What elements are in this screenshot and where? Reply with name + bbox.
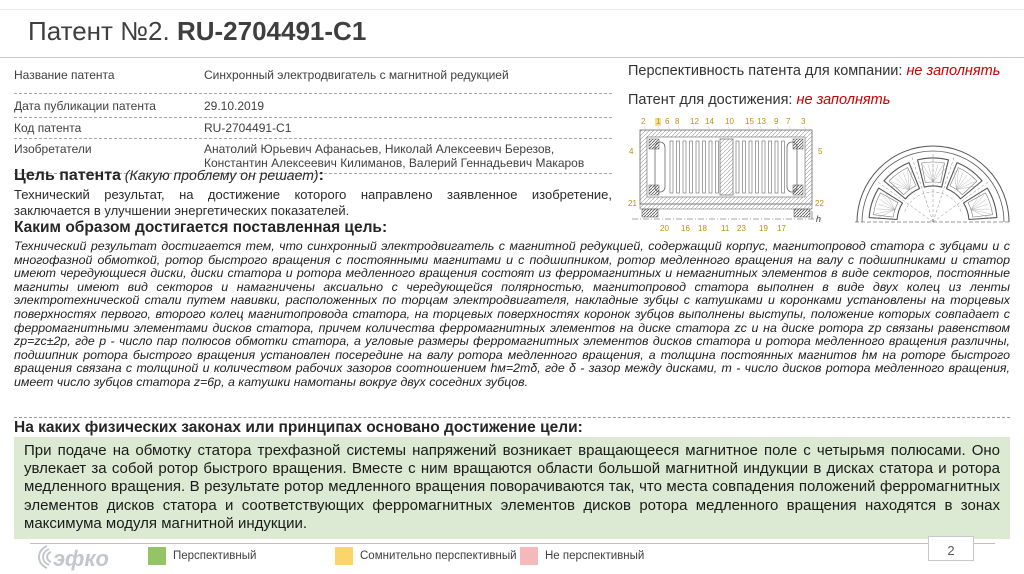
legend-swatch [520,547,538,565]
achievement-label: Патент для достижения: [628,92,797,108]
legend-item [335,546,517,566]
legend-swatch [148,547,166,565]
how-heading: Каким образом достигается поставленная цель: [14,219,388,236]
table-row-label: Изобретатели [14,142,92,156]
figure-label: 2 [641,117,646,126]
legend-item [148,546,256,566]
figure-label: 15 [745,117,754,126]
right-panel [628,57,1012,109]
figure-label: 11 [721,224,730,233]
physics-heading: На каких физических законах или принципах основано достижение цели: [14,417,1010,437]
figure-label: 10 [725,117,734,126]
table-row-value: 29.10.2019 [204,99,265,113]
figure-label: 7 [786,117,791,126]
patent-table [14,58,612,174]
table-row-label: Код патента [14,121,82,135]
figure-label: 16 [681,224,690,233]
page-title-code: RU-2704491-C1 [176,16,367,46]
figure-label: 4 [629,147,634,156]
how-text: Технический результат достигается тем, что синхронный электродвигатель с магнитной редукцией, содержащий корпус, магнитопровод статора с зубцами и с многофазной обмоткой, ротор быстрого вращения с постоянными магнитами и с подшипником, ротор медленного вращения на валу с подшипниками и статор имеют чередующиеся диски, диски статора и ротора медленного вращения состоят из ферромагнитных и немагнитных элементов в виде секторов, постоянные магниты имеют вид секторов и намагничены аксиально с чередующейся полярностью, магнитопровод статора выполнен в виде двух колец из ленты электротехнической стали путем навивки, расположенных по торцам электродвигателя, накладные зубцы с катушками и коронками установлены на торцевых поверхностях первого, второго колец магнитопровода статора, на торцевых поверхностях коронок зубцов выполнены выступы, положение которых совпадает с ферромагнитными элементами дисков статора, причем количества ферромагнитных элементов на диске статора zс и на диске ротора zр связаны равенством zр=zс±2p, где p - число пар полюсов обмотки статора, а угловые размеры ферромагнитных элементов дисков статора и ротора медленного вращения различны, подшипник ротора быстрого вращения установлен посередине на валу ротора медленного вращения, а толщина постоянных магнитов hм на роторе быстрого вращения связана с толщиной и количеством рабочих зазоров соотношением hм=2mδ, где δ - зазор между дисками, m - число дисков ротора медленного вращения, имеет число зубцов статора z=6p, а катушки намотаны вокруг двух соседних зубцов. [14,239,1010,389]
motor-cross-section-drawing [628,116,825,236]
physics-text: При подаче на обмотку статора трехфазной системы напряжений возникает вращающееся магнитное поле с четырьмя полюсами. Оно увлекает за собой ротор быстрого вращения. Вместе с ним вращаются области большой магнитной индукции в дисках статора и ротора медленного вращения. В результате ротор медленного вращения поворачиваются так, что места совпадения положений ферромагнитных элементов дисков статора и соответствующих ферромагнитных элементов дисков ротора медленного вращения находятся в зонах максимума модуля магнитной индукции. [14,437,1010,539]
figure-label: 5 [818,147,823,156]
page-title-prefix: Патент №2. [28,16,177,46]
legend-label: Сомнительно перспективный [360,550,517,562]
page-title [28,16,366,47]
figure-label: 8 [675,117,680,126]
goal-heading-text: Цель патента [14,167,121,184]
goal-heading-colon: : [318,167,324,184]
figure-label: 22 [815,199,824,208]
figure-label: 6 [665,117,670,126]
page-number: 2 [928,536,974,561]
figure-h-label: h [816,214,822,224]
legend-item [520,546,644,566]
table-row-label: Название патента [14,68,115,82]
table-row-value: RU-2704491-C1 [204,121,292,135]
figure-label: 14 [705,117,714,126]
perspective-label: Перспективность патента для компании: [628,63,907,79]
efko-logo-icon [33,542,143,572]
footer-divider [30,543,995,544]
svg-text:эфко: эфко [53,546,109,571]
figure-label: 3 [801,117,806,126]
legend-label: Перспективный [173,550,257,562]
achievement-note [628,86,1012,109]
goal-text: Технический результат, на достижение которого направлено заявленное изобретение, заключается в улучшении энергетических показателей. [14,187,612,218]
figure-label: 19 [759,224,768,233]
figure-label: 21 [628,199,637,208]
table-row [14,58,612,94]
figure-label: 12 [690,117,699,126]
goal-heading [14,167,612,185]
table-row [14,94,612,118]
figure-label: 9 [774,117,779,126]
figure-label: 13 [757,117,766,126]
table-row-value: Анатолий Юрьевич Афанасьев, Николай Алексеевич Березов, Константин Алексеевич Килиманов, Валерий Геннадьевич Макаров [204,142,585,170]
patent-figures [628,116,1018,236]
achievement-value: не заполнять [796,92,891,108]
table-row-value: Синхронный электродвигатель с магнитной редукцией [204,68,509,82]
figure-label: 17 [777,224,786,233]
company-logo [33,542,143,572]
goal-heading-note: (Какую проблему он решает) [120,167,319,183]
top-divider [0,9,1024,10]
goal-section [14,167,612,218]
legend-swatch [335,547,353,565]
figure-label: 23 [737,224,746,233]
figure-label: 1 [656,117,661,126]
table-row-label: Дата публикации патента [14,99,156,113]
perspective-note [628,57,1012,80]
patent-figure-1 [628,116,825,236]
legend-label: Не перспективный [545,550,645,562]
figure-label: 18 [698,224,707,233]
perspective-value: не заполнять [906,63,1001,79]
table-row [14,118,612,139]
figure-label: 20 [660,224,669,233]
